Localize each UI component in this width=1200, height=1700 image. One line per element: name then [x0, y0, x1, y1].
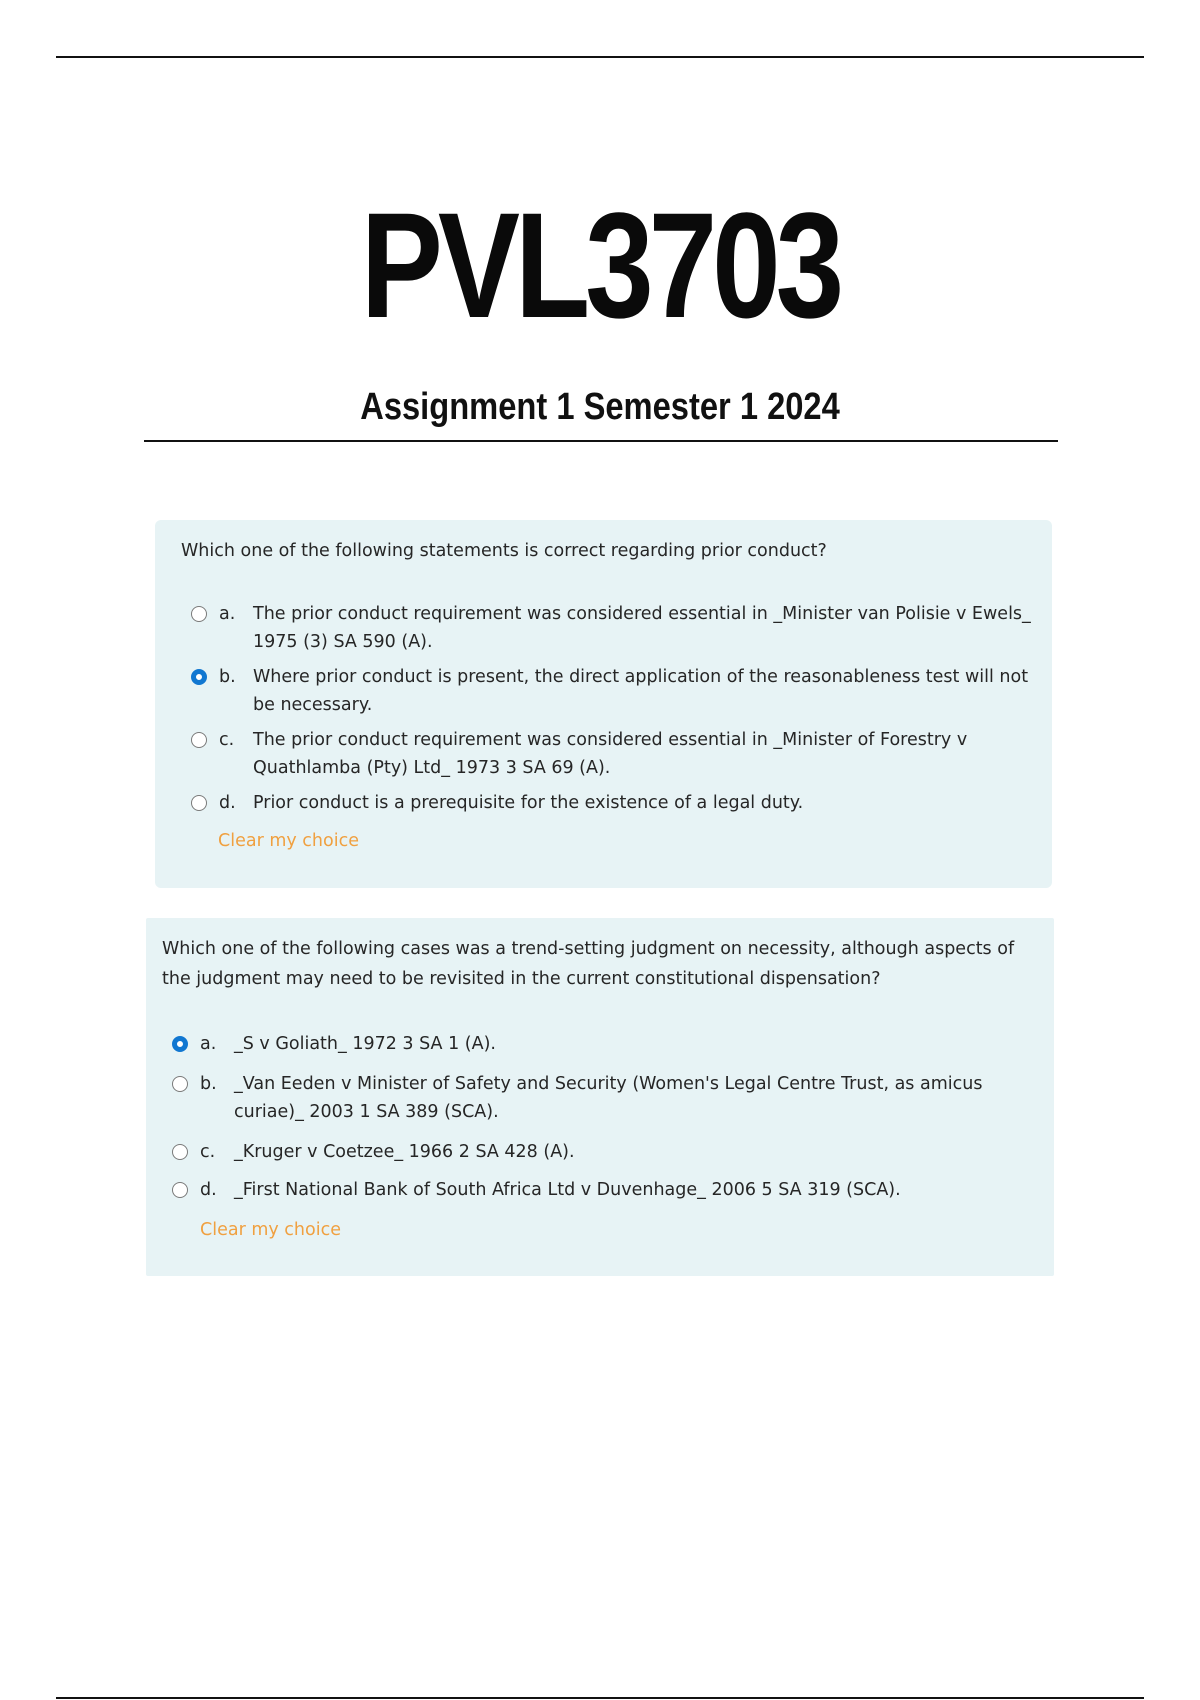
bottom-divider	[56, 1697, 1144, 1699]
option-letter: b.	[219, 667, 236, 687]
radio-button[interactable]	[172, 1182, 188, 1198]
clear-choice-link[interactable]: Clear my choice	[218, 831, 359, 851]
course-code-title: PVL3703	[360, 181, 840, 349]
subtitle-divider	[144, 440, 1058, 442]
assignment-subtitle: Assignment 1 Semester 1 2024	[360, 386, 840, 428]
option-letter: d.	[219, 793, 236, 813]
radio-button[interactable]	[191, 795, 207, 811]
option-letter: d.	[200, 1180, 217, 1200]
option-text: The prior conduct requirement was considered essential in _Minister van Polisie v Ewels_ 1975 (3) SA 590 (A).	[253, 604, 1031, 652]
question-card-1	[155, 520, 1052, 888]
radio-button[interactable]	[172, 1144, 188, 1160]
radio-button[interactable]	[191, 732, 207, 748]
option-text: Where prior conduct is present, the direct application of the reasonableness test will not be necessary.	[253, 667, 1029, 715]
option-text: _Van Eeden v Minister of Safety and Security (Women's Legal Centre Trust, as amicus curiae)_ 2003 1 SA 389 (SCA).	[234, 1074, 983, 1122]
radio-button[interactable]	[172, 1076, 188, 1092]
radio-button-selected[interactable]	[172, 1036, 188, 1052]
option-letter: b.	[200, 1074, 217, 1094]
option-text: The prior conduct requirement was considered essential in _Minister of Forestry v Quathlamba (Pty) Ltd_ 1973 3 SA 69 (A).	[253, 730, 968, 778]
option-letter: a.	[200, 1034, 217, 1054]
option-text: Prior conduct is a prerequisite for the existence of a legal duty.	[253, 793, 804, 813]
option-text: _S v Goliath_ 1972 3 SA 1 (A).	[234, 1034, 496, 1054]
clear-choice-link[interactable]: Clear my choice	[200, 1220, 341, 1240]
option-letter: a.	[219, 604, 236, 624]
radio-button-selected[interactable]	[191, 669, 207, 685]
option-letter: c.	[200, 1142, 216, 1162]
option-letter: c.	[219, 730, 235, 750]
top-divider	[56, 56, 1144, 58]
option-text: _First National Bank of South Africa Ltd v Duvenhage_ 2006 5 SA 319 (SCA).	[234, 1180, 901, 1200]
option-text: _Kruger v Coetzee_ 1966 2 SA 428 (A).	[234, 1142, 575, 1162]
question-text: Which one of the following cases was a trend-setting judgment on necessity, although aspects of the judgment may need to be revisited in the current constitutional dispensation?	[162, 939, 1015, 989]
radio-button[interactable]	[191, 606, 207, 622]
question-card-2	[146, 918, 1054, 1276]
question-text: Which one of the following statements is correct regarding prior conduct?	[181, 541, 827, 561]
